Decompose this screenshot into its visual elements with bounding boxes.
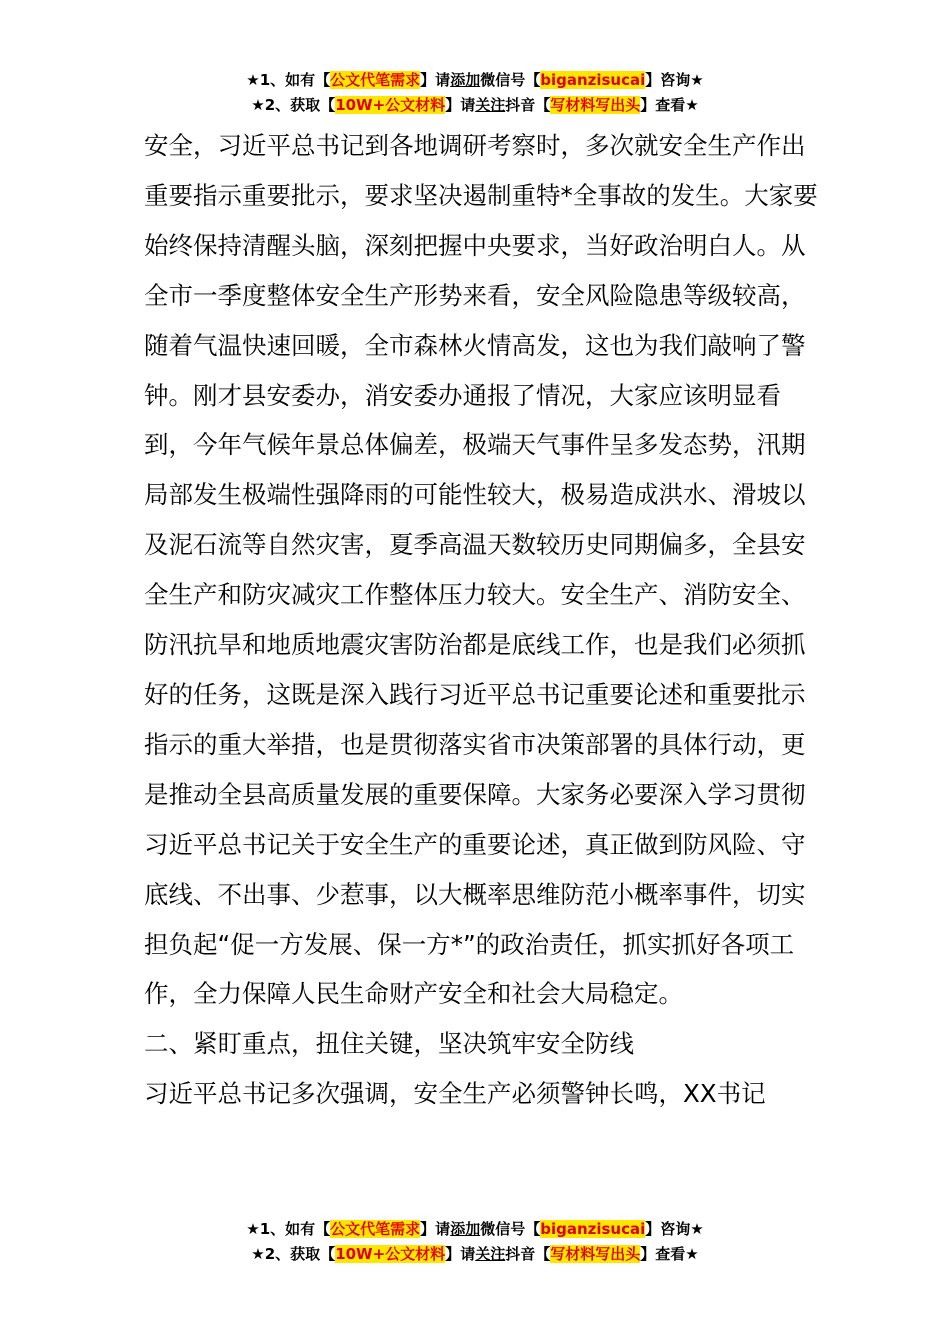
banner-text: 】咨询★ [645,71,704,89]
banner-text: 】请 [445,96,476,114]
banner-text: 】请 [445,1245,476,1263]
highlight-service: 公文代笔需求 [330,1220,421,1238]
banner-text: ★2、获取【 [251,96,336,114]
highlight-douyin-account: 写材料写出头 [550,96,641,114]
banner-text: 抖音【 [505,1245,551,1263]
banner-underlined-text: 关注 [475,1245,506,1263]
highlight-materials: 10W+公文材料 [335,1245,446,1263]
banner-line-1 [0,1217,950,1242]
header-banner [0,68,950,118]
document-body [144,121,824,1119]
banner-text: 】查看★ [640,1245,699,1263]
banner-text: 微信号【 [480,1220,541,1238]
highlight-materials: 10W+公文材料 [335,96,446,114]
banner-text: ★2、获取【 [251,1245,336,1263]
body-paragraph: 安全，习近平总书记到各地调研考察时，多次就安全生产作出重要指示重要批示，要求坚决遏制重特*全事故的发生。大家要始终保持清醒头脑，深刻把握中央要求，当好政治明白人。从全市一季度整体安全生产形势来看，安全风险隐患等级较高，随着气温快速回暖，全市森林火情高发，这也为我们敲响了警钟。刚才县安委办，消安委办通报了情况，大家应该明显看到，今年气候年景总体偏差，极端天气事件呈多发态势，汛期局部发生极端性强降雨的可能性较大，极易造成洪水、滑坡以及泥石流等自然灾害，夏季高温天数较历史同期偏多，全县安全生产和防灾减灾工作整体压力较大。安全生产、消防安全、防汛抗旱和地质地震灾害防治都是底线工作，也是我们必须抓好的任务，这既是深入践行习近平总书记重要论述和重要批示指示的重大举措，也是贯彻落实省市决策部署的具体行动，更是推动全县高质量发展的重要保障。大家务必要深入学习贯彻习近平总书记关于安全生产的重要论述，真正做到防风险、守底线、不出事、少惹事，以大概率思维防范小概率事件，切实担负起“促一方发展、保一方*”的政治责任，抓实抓好各项工作，全力保障人民生命财产安全和社会大局稳定。 [144,131,818,1009]
banner-text: 抖音【 [505,96,551,114]
banner-text: ★1、如有【 [246,1220,331,1238]
banner-text: 】查看★ [640,96,699,114]
banner-underlined-text: 添加 [450,1220,481,1238]
banner-underlined-text: 添加 [450,71,481,89]
footer-banner [0,1217,950,1267]
section-heading: 二、紧盯重点，扭住关键，坚决筑牢安全防线 [144,1029,634,1059]
banner-text: 】请 [420,71,451,89]
banner-text: ★1、如有【 [246,71,331,89]
highlight-wechat-id: biganzisucai [540,71,646,89]
highlight-service: 公文代笔需求 [330,71,421,89]
banner-underlined-text: 关注 [475,96,506,114]
banner-line-2 [0,1242,950,1267]
banner-line-1 [0,68,950,93]
banner-text: 】请 [420,1220,451,1238]
banner-line-2 [0,93,950,118]
banner-text: 微信号【 [480,71,541,89]
highlight-wechat-id: biganzisucai [540,1220,646,1238]
banner-text: 】咨询★ [645,1220,704,1238]
body-paragraph: 习近平总书记多次强调，安全生产必须警钟长鸣，XX书记 [144,1079,766,1109]
highlight-douyin-account: 写材料写出头 [550,1245,641,1263]
